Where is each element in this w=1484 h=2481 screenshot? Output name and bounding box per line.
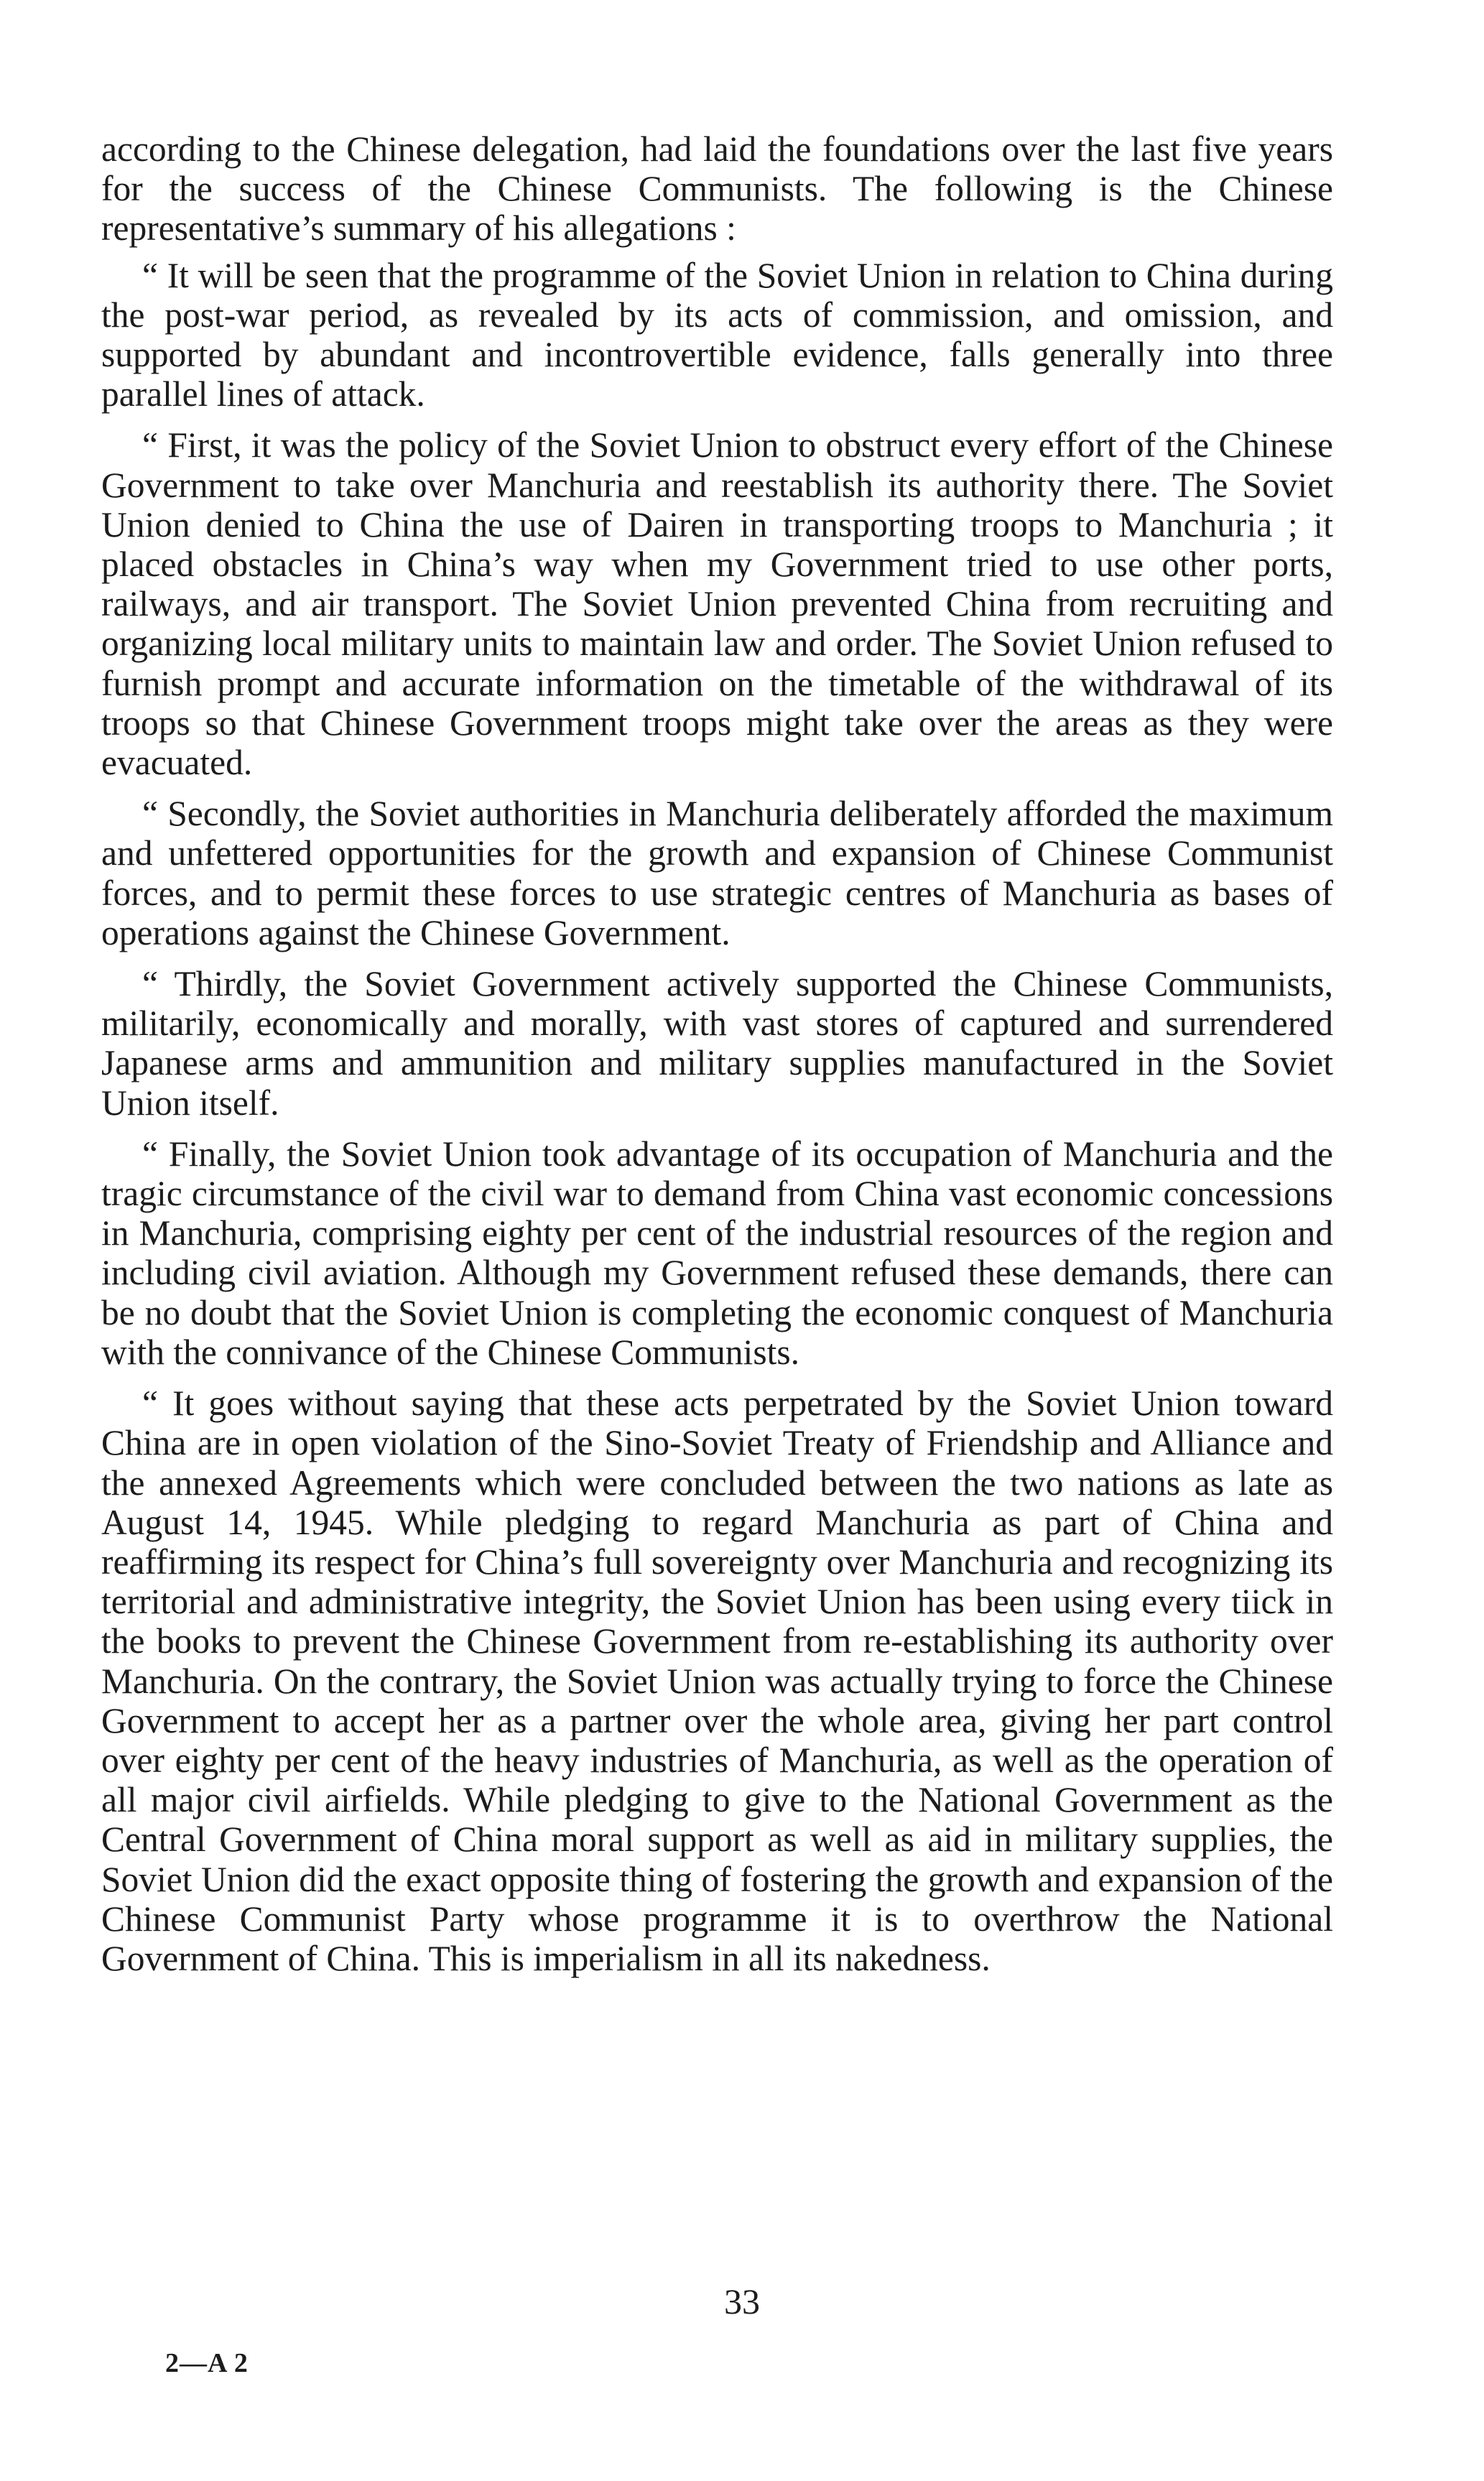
quote-paragraph-secondly: “ Secondly, the Soviet authorities in Manchuria deliberately afforded the maximum and unfettered opportunities for the growth and expansion of Chinese Communist forces, and to permit these forces to use strategic centres of Manchuria as bases of operations against the Chinese Government. — [101, 794, 1333, 952]
quote-paragraph-first: “ First, it was the policy of the Soviet Union to obstruct every effort of the Chinese Government to take over Manchuria and reestablish its authority there. The Soviet Union denied to China the use of Dairen in transporting troops to Manchuria ; it placed obstacles in China’s way when my Government tried to use other ports, railways, and air transport. The Soviet Union prevented China from recruiting and organizing local military units to maintain law and order. The Soviet Union refused to furnish prompt and accurate information on the timetable of the withdrawal of its troops so that Chinese Government troops might take over the areas as they were evacuated. — [101, 425, 1333, 783]
quote-paragraph-finally: “ Finally, the Soviet Union took advantage of its occupation of Manchuria and the tragic circumstance of the civil war to demand from China vast economic concessions in Manchuria, comprising eighty per cent of the industrial resources of the region and including civil aviation. Although my Government refused these demands, there can be no doubt that the Soviet Union is completing the economic conquest of Manchuria with the connivance of the Chinese Communists. — [101, 1133, 1333, 1372]
quote-paragraph-conclusion: “ It goes without saying that these acts perpetrated by the Soviet Union toward China are in open violation of the Sino-Soviet Treaty of Friendship and Alliance and the annexed Agreements which were concluded between the two nations as late as August 14, 1945. While pledging to regard Manchuria as part of China and reaffirming its respect for China’s full sovereignty over Manchuria and recognizing its territorial and administrative integrity, the Soviet Union has been using every tiick in the books to prevent the Chinese Government from re-establishing its authority over Manchuria. On the contrary, the Soviet Union was actually trying to force the Chinese Government to accept her as a partner over the whole area, giving her part control over eighty per cent of the heavy industries of Manchuria, as well as the operation of all major civil airfields. While pledging to give to the National Government as the Central Government of China moral support as well as aid in military supplies, the Soviet Union did the exact opposite thing of fostering the growth and expansion of the Chinese Communist Party whose programme it is to overthrow the National Government of China. This is imperialism in all its nakedness. — [101, 1383, 1333, 1978]
quote-paragraph-thirdly: “ Thirdly, the Soviet Government actively supported the Chinese Communists, militarily, economically and morally, with vast stores of captured and surrendered Japanese arms and ammunition and military supplies manufactured in the Soviet Union itself. — [101, 964, 1333, 1123]
page-number: 33 — [724, 2281, 760, 2322]
quote-paragraph-commission: “ It will be seen that the programme of the Soviet Union in relation to China during the post-war period, as revealed by its acts of commission, and omission, and supported by abundant and incontrovertible evidence, falls generally into three parallel lines of attack. — [101, 255, 1333, 414]
signature-mark: 2—A 2 — [165, 2348, 249, 2378]
page-body — [101, 129, 1333, 1990]
intro-paragraph: according to the Chinese delegation, had laid the foundations over the last five years for the success of the Chinese Communists. The following is the Chinese representative’s summary of his allegations : — [101, 129, 1333, 249]
